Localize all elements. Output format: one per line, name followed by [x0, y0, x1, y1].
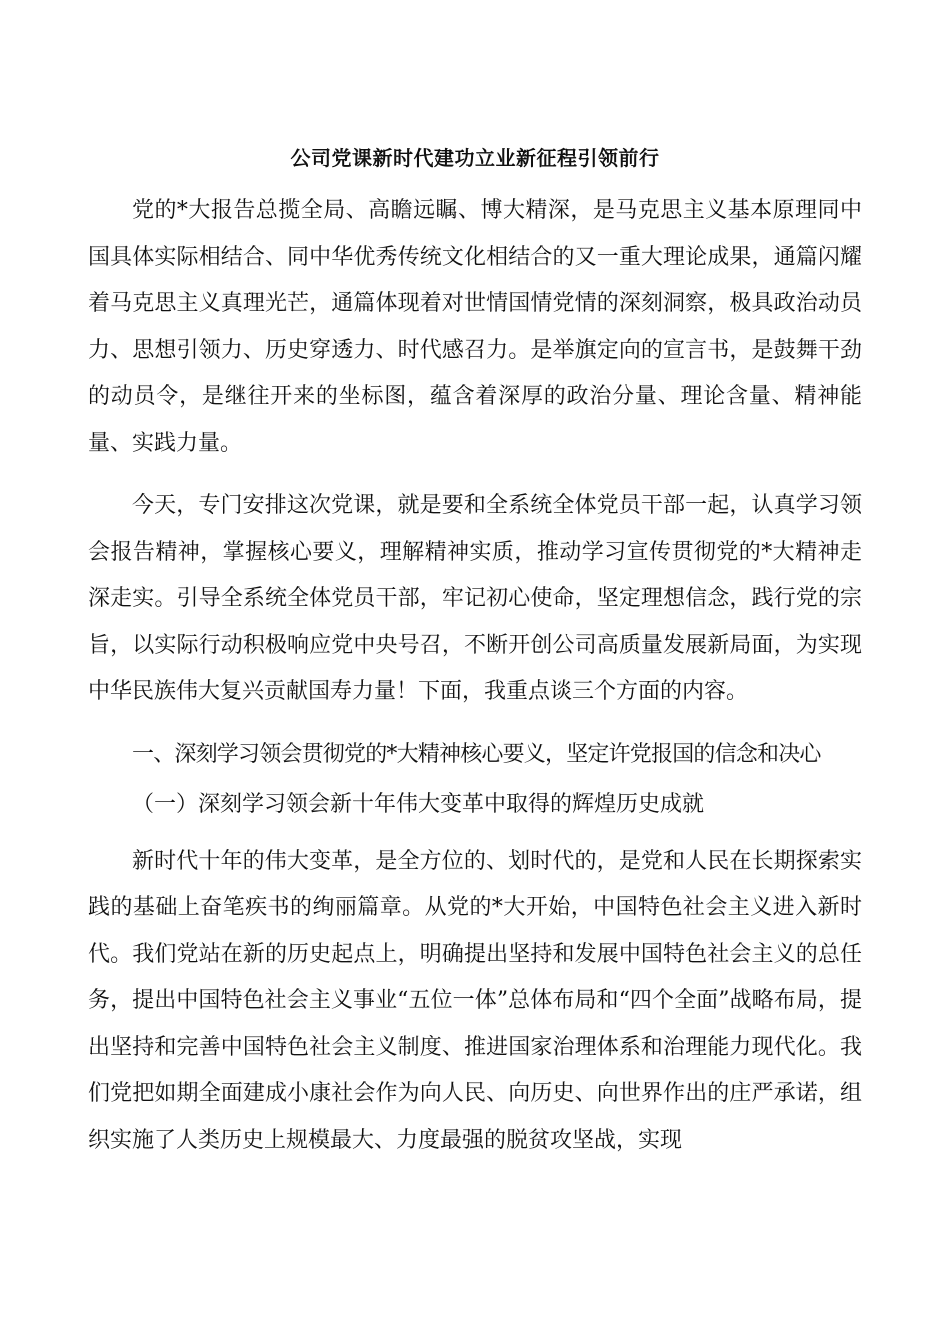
- paragraph-intro: 党的*大报告总揽全局、高瞻远瞩、博大精深，是马克思主义基本原理同中国具体实际相结合、同中华优秀传统文化相结合的又一重大理论成果，通篇闪耀着马克思主义真理光芒，通篇体现着对世情国情党情的深刻洞察，极具政治动员力、思想引领力、历史穿透力、时代感召力。是举旗定向的宣言书，是鼓舞干劲的动员令，是继往开来的坐标图，蕴含着深厚的政治分量、理论含量、精神能量、实践力量。: [88, 198, 862, 456]
- subsection-heading-1-1: （一）深刻学习领会新十年伟大变革中取得的辉煌历史成就: [132, 792, 705, 817]
- section-heading-1: 一、深刻学习领会贯彻党的*大精神核心要义，坚定许党报国的信念和决心: [132, 741, 821, 767]
- document-title: 公司党课新时代建功立业新征程引领前行: [290, 146, 660, 170]
- paragraph-purpose: 今天，专门安排这次党课，就是要和全系统全体党员干部一起，认真学习领会报告精神，掌握核心要义，理解精神实质，推动学习宣传贯彻党的*大精神走深走实。引导全系统全体党员干部，牢记初心使命，坚定理想信念，践行党的宗旨，以实际行动积极响应党中央号召，不断开创公司高质量发展新局面，为实现中华民族伟大复兴贡献国寿力量！下面，我重点谈三个方面的内容。: [88, 493, 862, 704]
- document-body: [88, 188, 862, 1180]
- paragraph-achievements: 新时代十年的伟大变革，是全方位的、划时代的，是党和人民在长期探索实践的基础上奋笔疾书的绚丽篇章。从党的*大开始，中国特色社会主义进入新时代。我们党站在新的历史起点上，明确提出坚持和发展中国特色社会主义的总任务，提出中国特色社会主义事业“五位一体”总体布局和“四个全面”战略布局，提出坚持和完善中国特色社会主义制度、推进国家治理体系和治理能力现代化。我们党把如期全面建成小康社会作为向人民、向历史、向世界作出的庄严承诺，组织实施了人类历史上规模最大、力度最强的脱贫攻坚战，实现: [88, 848, 862, 1153]
